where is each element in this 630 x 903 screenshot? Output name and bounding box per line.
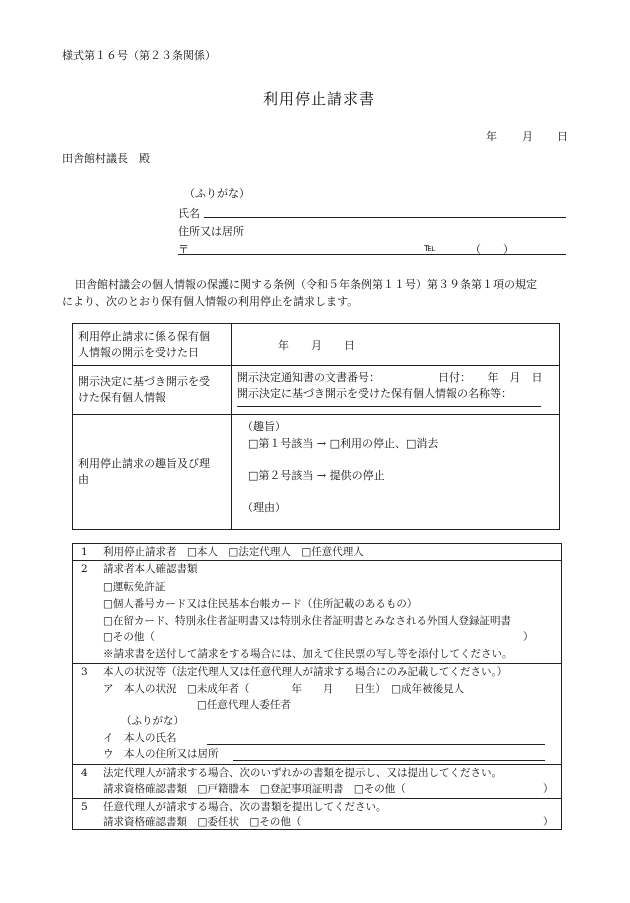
id-doc-other-close: ）: [523, 631, 534, 643]
agent-doc-options[interactable]: 請求資格確認書類 □委任状 □その他（: [103, 816, 302, 828]
intro-line-1: 田舎館村議会の個人情報の保護に関する条例（令和５年条例第１１号）第３９条第１項の規定: [75, 278, 537, 291]
principal-furigana-label: （ふりがな）: [121, 715, 184, 727]
tel-mark: ℡: [424, 241, 436, 254]
disclosure-date-value[interactable]: 年 月 日: [232, 324, 560, 366]
page-title: 利用停止請求書: [263, 90, 376, 108]
section-4-number: 4: [81, 767, 88, 779]
request-detail-table: [72, 323, 560, 530]
agent-doc-close: ）: [543, 816, 554, 828]
disclosed-info-name-label: 開示決定に基づき開示を受けた保有個人情報の名称等：: [237, 387, 512, 400]
disclosed-info-label: 開示決定に基づき開示を受 けた保有個人情報: [73, 366, 232, 415]
section-2-number: 2: [81, 563, 88, 575]
disclosed-info-value[interactable]: [232, 366, 560, 415]
section-5-heading: 任意代理人が請求する場合、次の書類を提出してください。: [103, 801, 387, 813]
applicant-name-label: 氏名: [178, 207, 200, 220]
id-doc-option-other[interactable]: □その他（: [103, 631, 155, 643]
doc-number-label: 開示決定通知書の文書番号：: [237, 371, 380, 384]
principal-name-label: イ 本人の氏名: [103, 732, 177, 744]
date-day: 日: [557, 130, 568, 143]
tel-paren: （ ）: [470, 243, 514, 256]
purpose-reason-value[interactable]: [232, 415, 560, 530]
principal-status-option-delegator[interactable]: □任意代理人委任者: [197, 699, 291, 711]
section-3-heading: 本人の状況等（法定代理人又は任意代理人が請求する場合にのみ記載してください。）: [103, 666, 508, 678]
section-2-note: ※請求書を送付して請求をする場合には、加えて住民票の写し等を添付してください。: [103, 648, 513, 660]
id-doc-option-1[interactable]: □運転免許証: [103, 581, 166, 593]
principal-address-field[interactable]: [233, 760, 545, 761]
section-4-heading: 法定代理人が請求する場合、次のいずれかの書類を提示し、又は提出してください。: [103, 767, 502, 779]
applicant-name-field[interactable]: [204, 217, 566, 218]
id-doc-option-3[interactable]: □在留カード、特別永住者証明書又は特別永住者証明書とみなされる外国人登録証明書: [103, 615, 511, 627]
section-2-heading: 請求者本人確認書類: [103, 563, 198, 575]
postal-mark: 〒: [178, 243, 189, 256]
addressee: 田舎館村議長 殿: [62, 152, 150, 165]
disclosed-info-name-field[interactable]: [237, 406, 541, 407]
principal-name-field[interactable]: [207, 744, 545, 745]
section-1-number: 1: [81, 546, 88, 558]
doc-date-label: 日付： 年 月 日: [438, 371, 543, 384]
legal-rep-doc-close: ）: [543, 783, 554, 795]
requester-type-options[interactable]: 利用停止請求者 □本人 □法定代理人 □任意代理人: [103, 546, 364, 558]
applicant-address-label: 住所又は居所: [178, 225, 244, 238]
form-number: 様式第１６号（第２３条関係）: [62, 49, 216, 62]
date-month: 月: [522, 130, 533, 143]
purpose-option-1[interactable]: □第１号該当 → □利用の停止、□消去: [248, 437, 439, 450]
id-doc-option-2[interactable]: □個人番号カード又は住民基本台帳カード（住所記載のあるもの）: [103, 598, 418, 610]
section-5-number: 5: [81, 801, 88, 813]
purpose-reason-label: 利用停止請求の趣旨及び理 由: [73, 415, 232, 530]
disclosure-date-label: 利用停止請求に係る保有個 人情報の開示を受けた日: [73, 324, 232, 366]
section-3-number: 3: [81, 666, 88, 678]
principal-status-options[interactable]: ア 本人の状況 □未成年者（ 年 月 日生） □成年被後見人: [103, 683, 465, 695]
intro-line-2: により、次のとおり保有個人情報の利用停止を請求します。: [62, 295, 359, 308]
principal-address-label: ウ 本人の住所又は居所: [103, 748, 219, 760]
purpose-heading: （趣旨）: [242, 420, 286, 433]
requester-info-table: [72, 543, 562, 830]
applicant-furigana-label: （ふりがな）: [184, 187, 250, 200]
reason-heading: （理由）: [242, 501, 286, 514]
date-year: 年: [486, 130, 497, 143]
legal-rep-doc-options[interactable]: 請求資格確認書類 □戸籍謄本 □登記事項証明書 □その他（: [103, 783, 406, 795]
purpose-option-2[interactable]: □第２号該当 → 提供の停止: [248, 469, 385, 482]
